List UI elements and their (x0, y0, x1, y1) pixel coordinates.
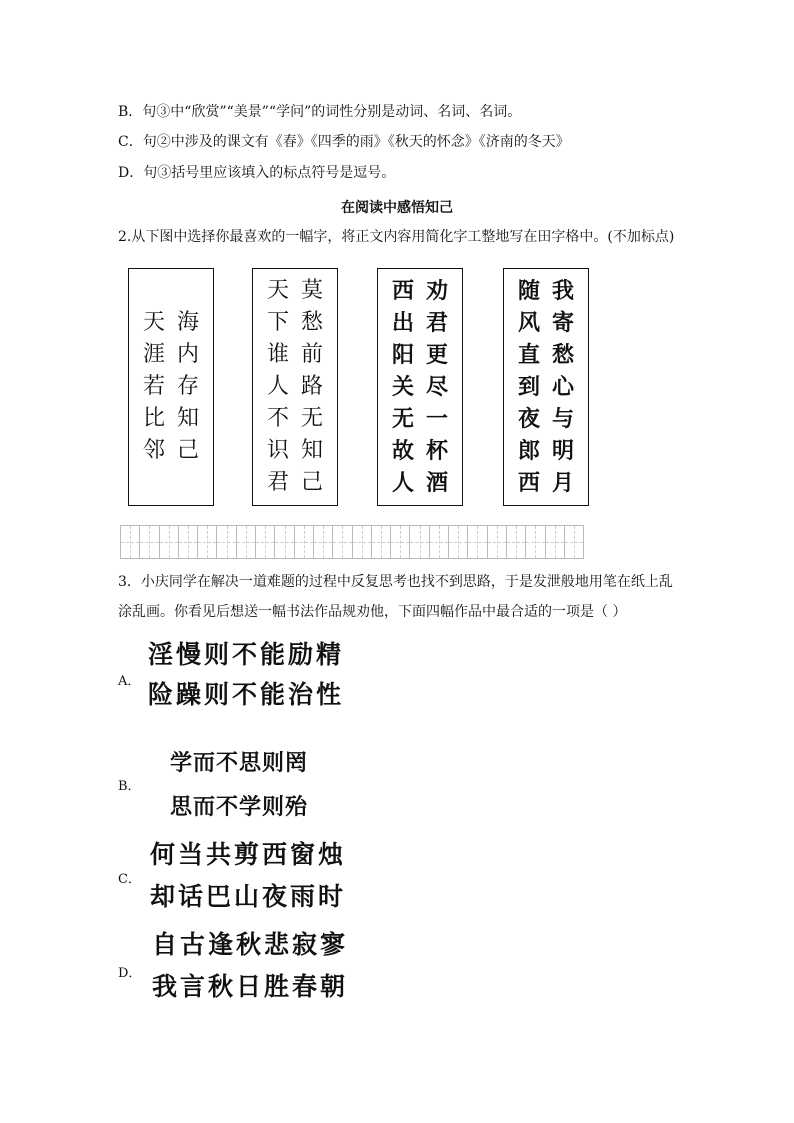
grid-cell[interactable] (525, 525, 545, 559)
calligraphy-char: 愁 (552, 342, 575, 368)
calligraphy-char: 人 (391, 470, 414, 496)
calligraphy-card-4 (503, 268, 589, 506)
calligraphy-char: 存 (177, 374, 200, 399)
calligraphy-card-3 (377, 268, 463, 506)
calligraphy-char: 天 (266, 278, 289, 303)
grid-cell[interactable] (409, 525, 429, 559)
card-column-left (518, 275, 540, 499)
calligraphy-char: 与 (552, 406, 575, 432)
q3-option-a-line-1: 淫慢则不能励精 (148, 640, 345, 669)
calligraphy-char: 月 (552, 470, 575, 496)
card-column-right (177, 307, 199, 467)
grid-cell[interactable] (390, 525, 410, 559)
calligraphy-char: 不 (266, 406, 289, 431)
q3-option-b-line-1: 学而不思则罔 (170, 750, 309, 776)
q3-option-d-line-1: 自古逢秋悲寂寥 (152, 930, 349, 959)
calligraphy-char: 阳 (391, 342, 414, 368)
calligraphy-char: 人 (266, 374, 289, 399)
q3-option-b-label: B． (118, 779, 141, 794)
grid-cell[interactable] (120, 525, 140, 559)
q3-option-a-label: A． (118, 674, 141, 689)
calligraphy-card-2 (252, 268, 338, 506)
calligraphy-char: 西 (517, 470, 540, 496)
calligraphy-char: 愁 (301, 310, 324, 335)
calligraphy-char: 更 (426, 342, 449, 368)
grid-cell[interactable] (371, 525, 391, 559)
q3-prompt-line-1: 3．小庆同学在解决一道难题的过程中反复思考也找不到思路，于是发泄般地用笔在纸上乱 (118, 574, 673, 590)
q3-option-d-line-2: 我言秋日胜春朝 (152, 972, 349, 1001)
calligraphy-char: 下 (266, 310, 289, 335)
grid-cell[interactable] (332, 525, 352, 559)
calligraphy-char: 尽 (426, 374, 449, 400)
grid-cell[interactable] (197, 525, 217, 559)
grid-cell[interactable] (352, 525, 372, 559)
grid-cell[interactable] (294, 525, 314, 559)
card-column-right (552, 275, 574, 499)
calligraphy-char: 故 (391, 438, 414, 464)
calligraphy-char: 无 (301, 406, 324, 431)
q3-option-c-line-2: 却话巴山夜雨时 (150, 882, 347, 911)
q3-option-a-line-2: 险躁则不能治性 (148, 680, 345, 709)
calligraphy-char: 关 (391, 374, 414, 400)
grid-cell[interactable] (467, 525, 487, 559)
calligraphy-char: 路 (301, 374, 324, 399)
calligraphy-card-1 (128, 268, 214, 506)
card-column-left (392, 275, 414, 499)
calligraphy-char: 随 (517, 278, 540, 304)
grid-cell[interactable] (178, 525, 198, 559)
grid-cell[interactable] (429, 525, 449, 559)
q1-option-c: C．句②中涉及的课文有《春》《四季的雨》《秋天的怀念》《济南的冬天》 (118, 134, 570, 150)
section-title: 在阅读中感悟知己 (341, 200, 453, 216)
calligraphy-char: 出 (391, 310, 414, 336)
calligraphy-char: 涯 (142, 342, 165, 367)
calligraphy-char: 我 (552, 278, 575, 304)
calligraphy-char: 君 (426, 310, 449, 336)
calligraphy-char: 杯 (426, 438, 449, 464)
calligraphy-char: 己 (177, 438, 200, 463)
q3-option-c-label: C． (118, 872, 141, 887)
calligraphy-char: 无 (391, 406, 414, 432)
calligraphy-char: 识 (266, 438, 289, 463)
grid-cell[interactable] (564, 525, 584, 559)
grid-cell[interactable] (545, 525, 565, 559)
q3-option-b-line-2: 思而不学则殆 (170, 794, 309, 820)
calligraphy-char: 君 (266, 470, 289, 495)
grid-cell[interactable] (139, 525, 159, 559)
calligraphy-char: 若 (142, 374, 165, 399)
calligraphy-char: 酒 (426, 470, 449, 496)
q3-option-d-label: D． (118, 966, 142, 981)
grid-cell[interactable] (506, 525, 526, 559)
card-column-right (426, 275, 448, 499)
calligraphy-cards (128, 268, 598, 510)
card-column-right (301, 275, 323, 499)
calligraphy-char: 天 (142, 310, 165, 335)
card-column-left (267, 275, 289, 499)
grid-cell[interactable] (159, 525, 179, 559)
grid-cell[interactable] (313, 525, 333, 559)
calligraphy-char: 劝 (426, 278, 449, 304)
grid-cell[interactable] (274, 525, 294, 559)
q2-prompt: 2.从下图中选择你最喜欢的一幅字，将正文内容用简化字工整地写在田字格中。(不加标点) (118, 229, 675, 245)
grid-cell[interactable] (236, 525, 256, 559)
calligraphy-char: 知 (177, 406, 200, 431)
q3-option-c-line-1: 何当共剪西窗烛 (150, 840, 347, 869)
grid-cell[interactable] (255, 525, 275, 559)
calligraphy-char: 明 (552, 438, 575, 464)
calligraphy-char: 郎 (517, 438, 540, 464)
calligraphy-char: 夜 (517, 406, 540, 432)
grid-cell[interactable] (487, 525, 507, 559)
calligraphy-char: 己 (301, 470, 324, 495)
calligraphy-char: 到 (517, 374, 540, 400)
calligraphy-char: 邻 (142, 438, 165, 463)
calligraphy-char: 比 (142, 406, 165, 431)
grid-cell[interactable] (216, 525, 236, 559)
q1-option-b: B．句③中“欣赏”“美景”“学问”的词性分别是动词、名词、名词。 (118, 104, 522, 120)
calligraphy-char: 内 (177, 342, 200, 367)
q1-option-d: D．句③括号里应该填入的标点符号是逗号。 (118, 165, 396, 181)
calligraphy-char: 知 (301, 438, 324, 463)
card-column-left (143, 307, 165, 467)
q3-prompt-line-2: 涂乱画。你看见后想送一幅书法作品规劝他，下面四幅作品中最合适的一项是（ ） (118, 604, 627, 620)
tianzige-grid[interactable] (120, 525, 583, 559)
calligraphy-char: 寄 (552, 310, 575, 336)
calligraphy-char: 心 (552, 374, 575, 400)
calligraphy-char: 莫 (301, 278, 324, 303)
calligraphy-char: 风 (517, 310, 540, 336)
calligraphy-char: 一 (426, 406, 449, 432)
calligraphy-char: 直 (517, 342, 540, 368)
grid-cell[interactable] (448, 525, 468, 559)
calligraphy-char: 海 (177, 310, 200, 335)
calligraphy-char: 前 (301, 342, 324, 367)
calligraphy-char: 谁 (266, 342, 289, 367)
calligraphy-char: 西 (391, 278, 414, 304)
